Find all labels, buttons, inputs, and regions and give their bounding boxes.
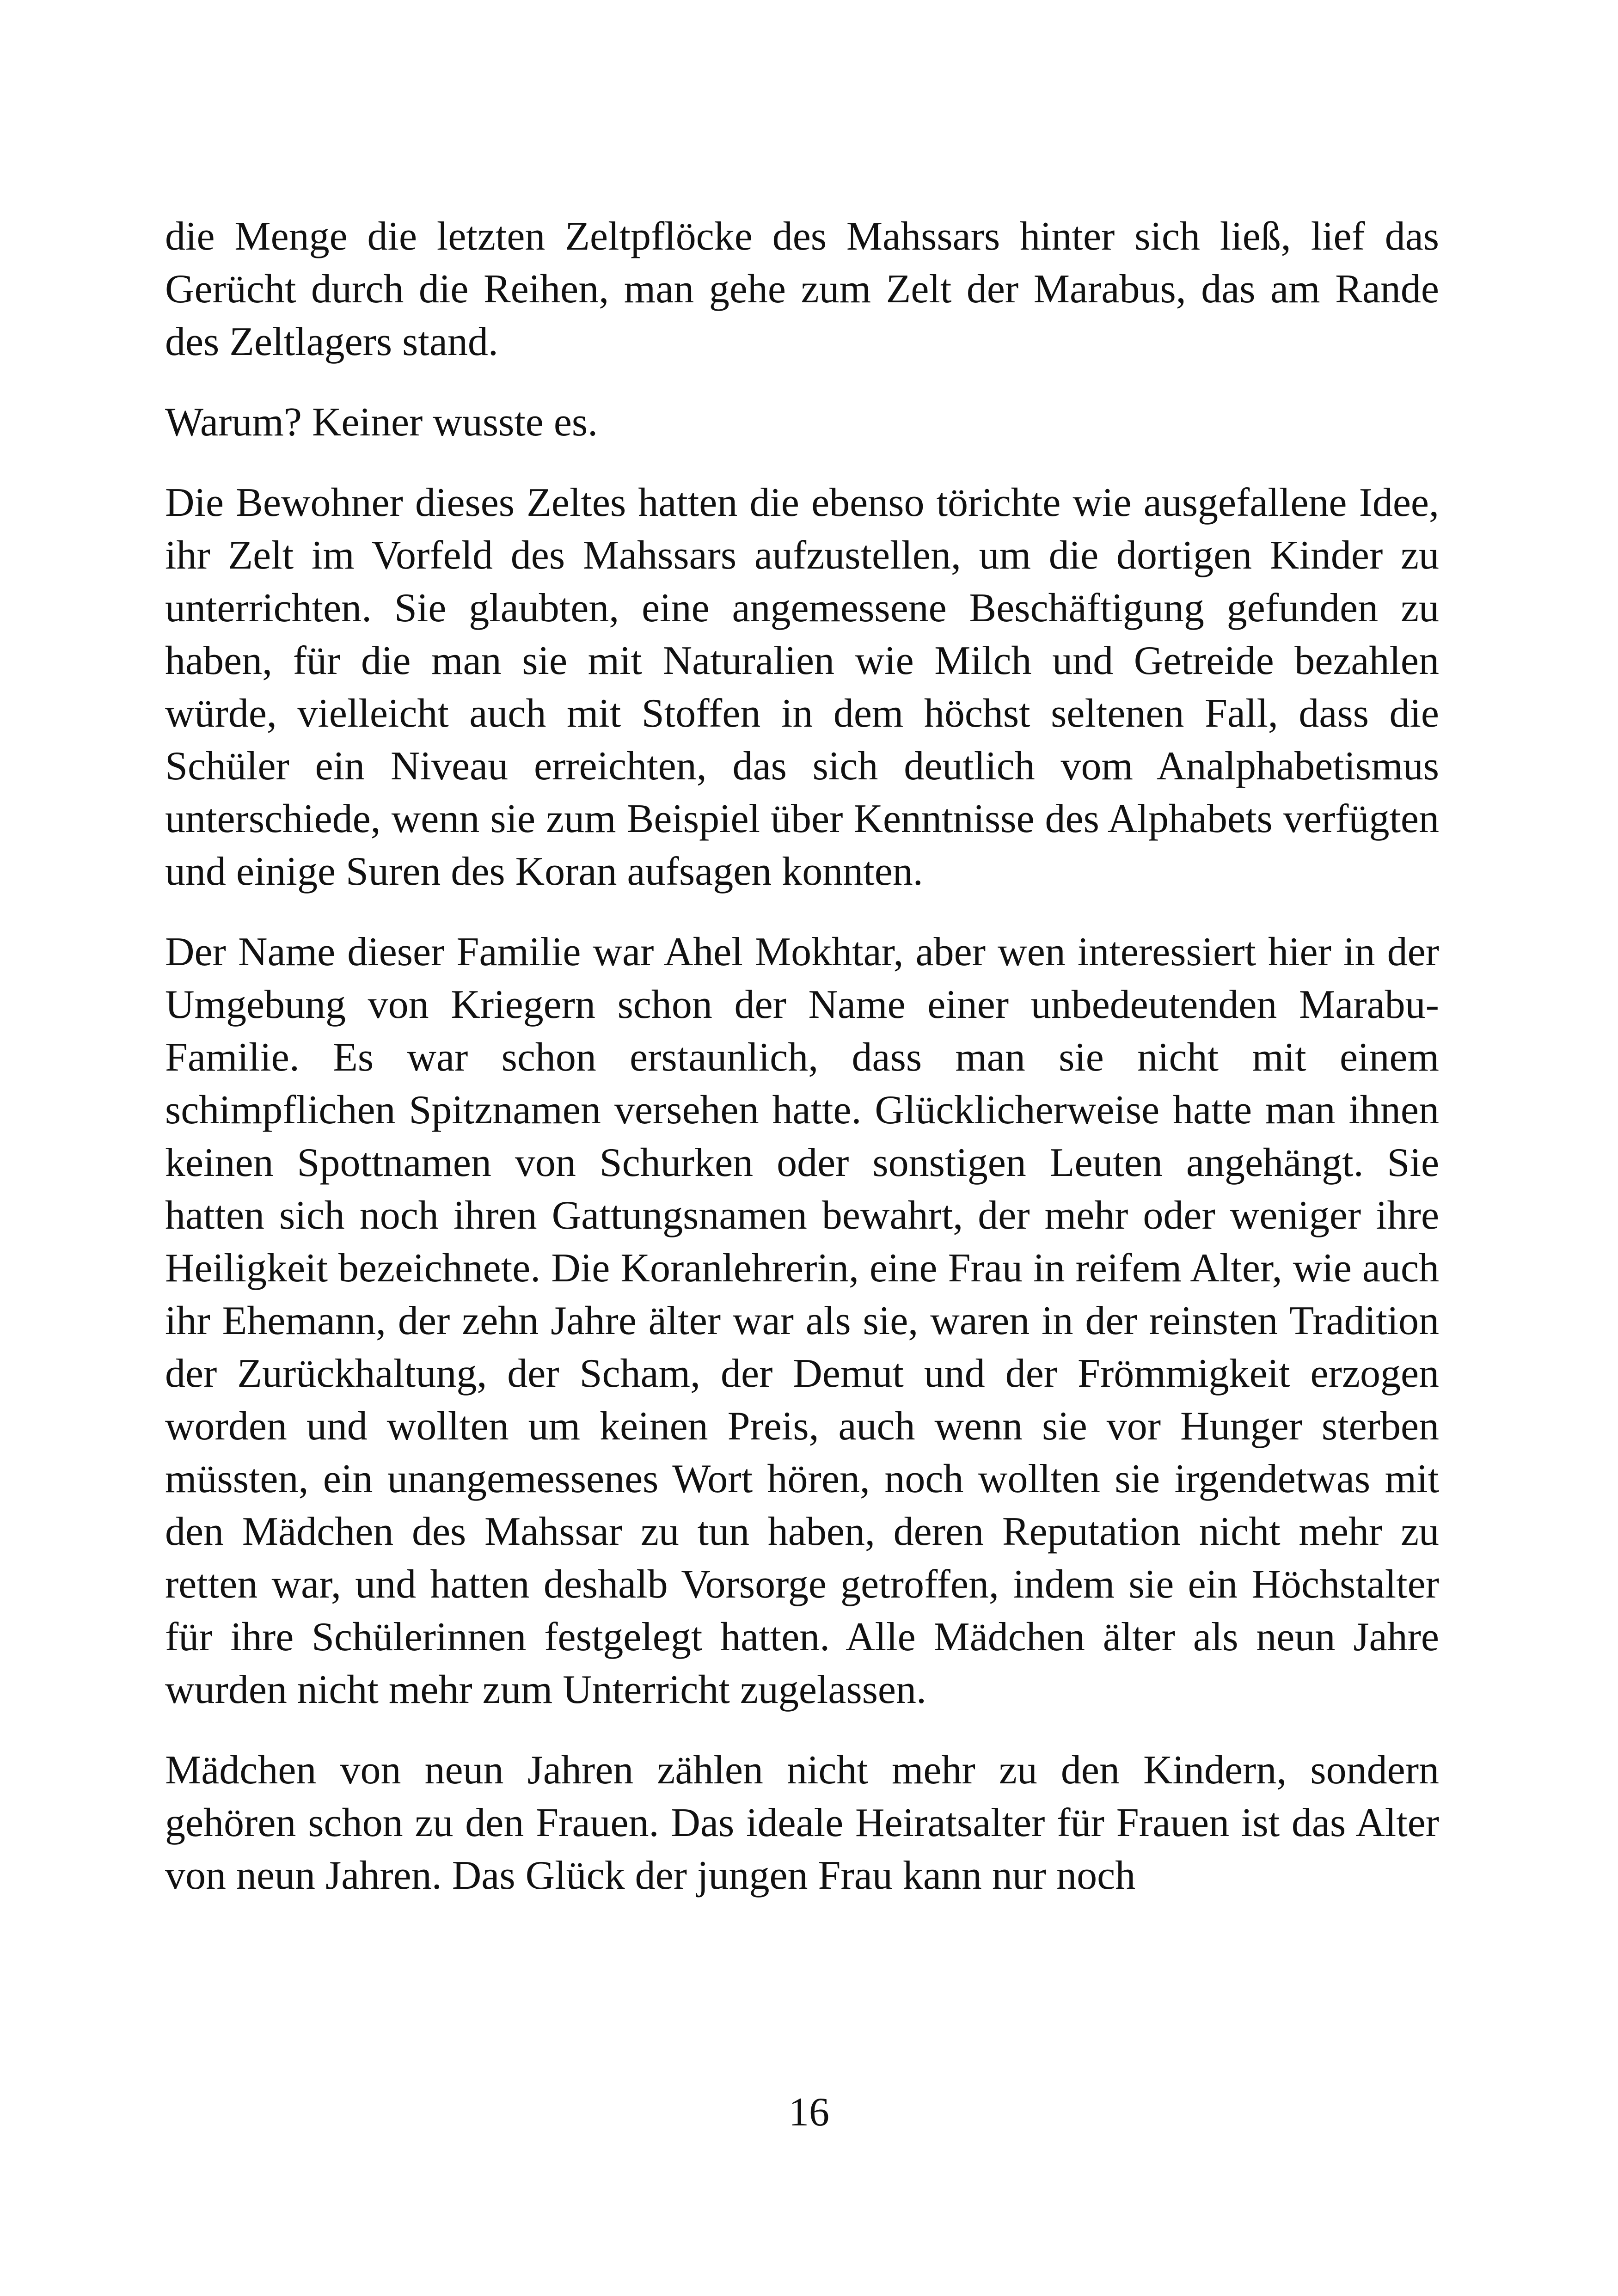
paragraph: Der Name dieser Familie war Ahel Mokhtar, aber wen interessiert hier in der Umgebung von Kriegern schon der Name einer unbedeutenden Marabu-Familie. Es war schon erstaunlich, dass man sie nicht mit einem schimpflichen Spitznamen versehen hatte. Glücklicherweise hatte man ihnen keinen Spottnamen von Schurken oder sonstigen Leuten angehängt. Sie hatten sich noch ihren Gattungsnamen bewahrt, der mehr oder weniger ihre Heiligkeit bezeichnete. Die Koranlehrerin, eine Frau in reifem Alter, wie auch ihr Ehemann, der zehn Jahre älter war als sie, waren in der reinsten Tradition der Zurückhaltung, der Scham, der Demut und der Frömmigkeit erzogen worden und wollten um keinen Preis, auch wenn sie vor Hunger sterben müssten, ein unangemessenes Wort hören, noch wollten sie irgendetwas mit den Mädchen des Mahssar zu tun haben, deren Reputation nicht mehr zu retten war, und hatten deshalb Vorsorge getroffen, indem sie ein Höchstalter für ihre Schülerinnen festgelegt hatten. Alle Mädchen älter als neun Jahre wurden nicht mehr zum Unterricht zugelassen. — [165, 930, 1439, 1712]
paragraph: Mädchen von neun Jahren zählen nicht mehr zu den Kindern, sondern gehören schon zu den Frauen. Das ideale Heiratsalter für Frauen ist das Alter von neun Jahren. Das Glück der jungen Frau kann nur noch — [165, 1748, 1439, 1898]
paragraph: Die Bewohner dieses Zeltes hatten die ebenso törichte wie ausgefallene Idee, ihr Zelt im Vorfeld des Mahssars aufzustellen, um die dortigen Kinder zu unterrichten. Sie glaubten, eine angemessene Beschäftigung gefunden zu haben, für die man sie mit Naturalien wie Milch und Getreide bezahlen würde, vielleicht auch mit Stoffen in dem höchst seltenen Fall, dass die Schüler ein Niveau erreichten, das sich deutlich vom Analphabetismus unterschiede, wenn sie zum Beispiel über Kenntnisse des Alphabets verfügten und einige Suren des Koran aufsagen konnten. — [165, 480, 1439, 894]
paragraph: die Menge die letzten Zeltpflöcke des Mahssars hinter sich ließ, lief das Gerücht durch die Reihen, man gehe zum Zelt der Marabus, das am Rande des Zeltlagers stand. — [165, 214, 1439, 364]
page-number: 16 — [789, 2090, 829, 2135]
body-text — [165, 210, 1439, 1930]
paragraph: Warum? Keiner wusste es. — [165, 400, 598, 445]
